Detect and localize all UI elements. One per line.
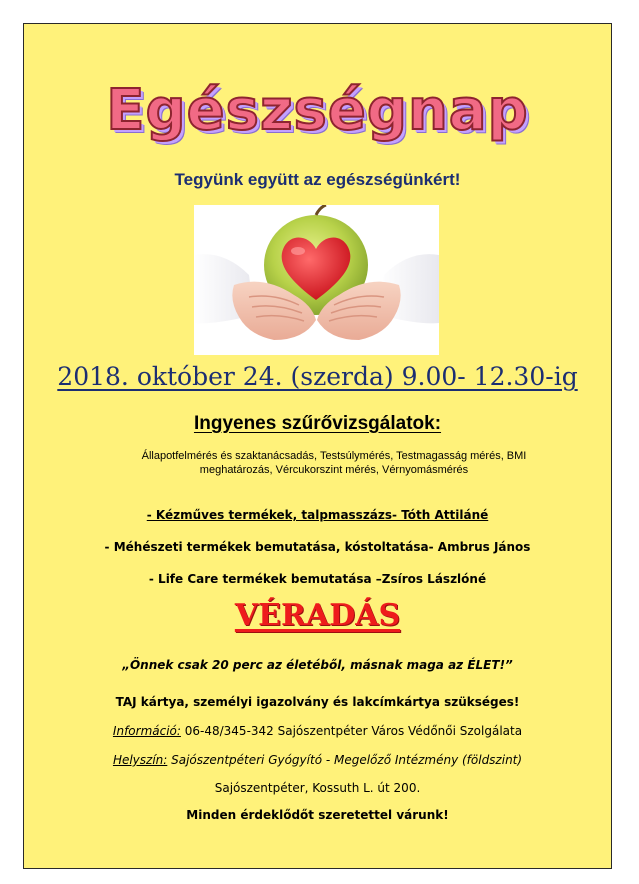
welcome-message: Minden érdeklődőt szeretettel várunk! xyxy=(186,808,449,822)
venue-value: Sajószentpéteri Gyógyító - Megelőző Intézmény (földszint) xyxy=(167,753,523,767)
program-item xyxy=(24,572,611,586)
program-item-label: - Méhészeti termékek bemutatása, kóstoltatása- Ambrus János xyxy=(104,540,531,554)
donation-quote: „Önnek csak 20 perc az életéből, másnak maga az ÉLET!” xyxy=(122,658,513,672)
venue xyxy=(24,753,611,767)
contact-info-label: Információ: xyxy=(112,724,181,738)
free-screenings-heading: Ingyenes szűrővizsgálatok: xyxy=(193,413,442,434)
program-item xyxy=(24,508,611,522)
program-item-label: - Life Care termékek bemutatása –Zsíros Lászlóné xyxy=(148,572,487,586)
poster-subtitle: Tegyünk együtt az egészségünkért! xyxy=(174,170,461,189)
venue-address: Sajószentpéter, Kossuth L. út 200. xyxy=(214,781,421,795)
hands-holding-heart-apple-icon xyxy=(194,205,439,355)
contact-info xyxy=(24,724,611,738)
contact-info-value: 06-48/345-342 Sajószentpéter Város Védőnői Szolgálata xyxy=(180,724,523,738)
screenings-list: Állapotfelmérés és szaktanácsadás, Testsúlymérés, Testmagasság mérés, BMI meghatározás, Vércukorszint mérés, Vérnyomásmérés xyxy=(141,450,527,476)
poster-title: Egészségnap xyxy=(106,78,529,143)
event-date: 2018. október 24. (szerda) 9.00- 12.30-ig xyxy=(57,362,578,391)
poster xyxy=(23,23,612,869)
venue-label: Helyszín: xyxy=(112,753,168,767)
required-documents: TAJ kártya, személyi igazolvány és lakcímkártya szükséges! xyxy=(115,695,520,709)
program-item xyxy=(24,540,611,554)
blood-donation-heading: VÉRADÁS xyxy=(234,598,401,633)
program-item-label: - Kézműves termékek, talpmasszázs- Tóth Attiláné xyxy=(146,508,489,522)
